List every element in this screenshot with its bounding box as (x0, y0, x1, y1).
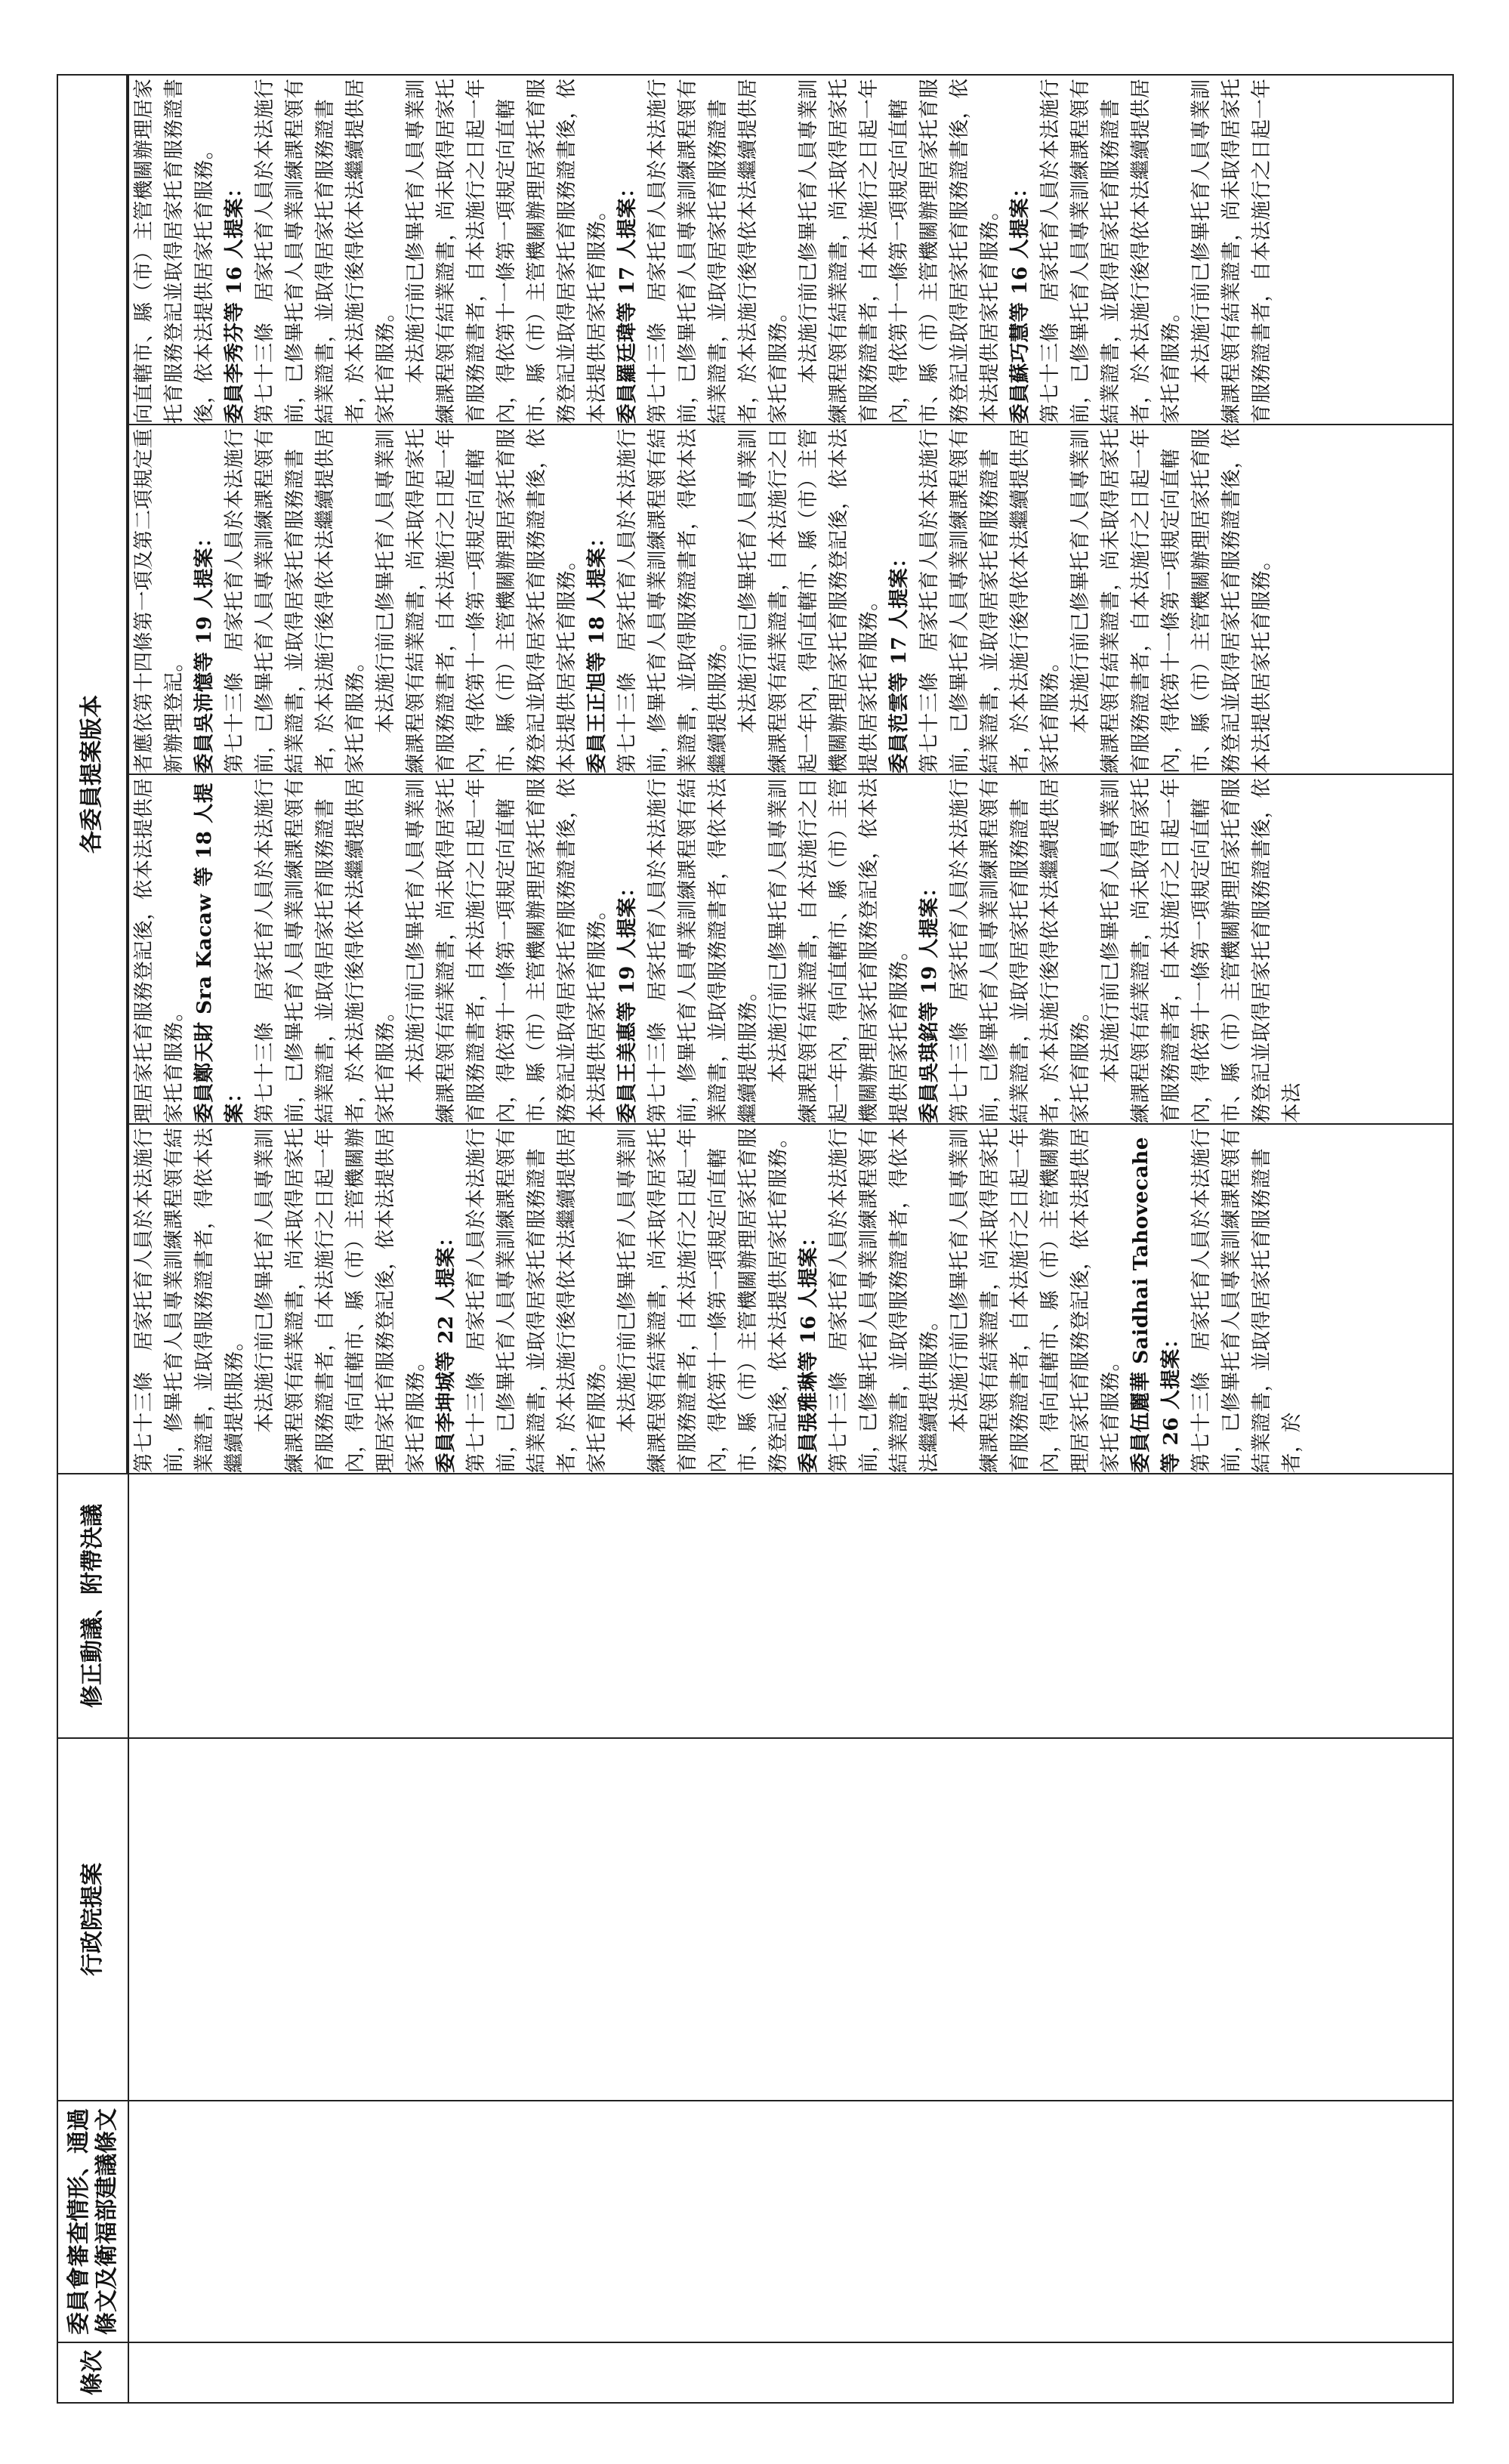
legislator-column-1 (128, 1124, 1453, 1474)
article-paragraph: 本法施行前已修畢托育人員專業訓練課程領有結業證書，尚未取得居家托育服務證書者，自本法施行之日起一年內，得向直轄市、縣（市）主管機關辦理居家托育服務登記後，依本法提供居家托育服務。 (253, 1127, 427, 1473)
executive-proposal-cell (128, 1738, 1453, 2101)
article-paragraph: 第七十三條 居家托育人員於本法施行前，已修畢托育人員專業訓練課程領有結業證書，並取得居家托育服務證書者，於本法施行後得依本法繼續提供居家托育服務。 (223, 428, 367, 773)
article-paragraph: 第七十三條 居家托育人員於本法施行前，已修畢托育人員專業訓練課程領有結業證書，並取得居家托育服務證書者，於本法施行後得依本法繼續提供居家托育服務。 (253, 777, 397, 1123)
article-paragraph: 本法施行前已修畢托育人員專業訓練課程領有結業證書，尚未取得居家托育服務證書者，自本法施行之日起一年內，得向直轄市、縣（市）主管機關辦理居家托育服務登記後，依本法提供居家托育服務。 (948, 1127, 1122, 1473)
article-paragraph: 者應依第十四條第一項及第二項規定重新辦理登記。 (132, 428, 186, 773)
article-paragraph: 第七十三條 居家托育人員於本法施行前，修畢托育人員專業訓練課程領有結業證書，並取得服務證書者，得依本法繼續提供服務。 (132, 1127, 246, 1473)
article-paragraph: 第七十三條 居家托育人員於本法施行前，已修畢托育人員專業訓練課程領有結業證書，並取得居家托育服務證書者，於本法施行後得依本法繼續提供居家托育服務。 (253, 78, 397, 424)
proposer-heading: 委員吳琪銘等 19 人提案： (918, 877, 941, 1123)
article-paragraph: 第七十三條 居家托育人員於本法施行前，修畢托育人員專業訓練課程領有結業證書，並取得服務證書者，得依本法繼續提供服務。 (646, 777, 760, 1123)
proposer-heading: 委員王正旭等 18 人提案： (585, 527, 609, 773)
legislator-column-3 (128, 425, 1453, 774)
proposer-heading: 委員范雲等 17 人提案： (887, 547, 911, 773)
article-no-cell (128, 2342, 1453, 2403)
article-paragraph: 第七十三條 居家托育人員於本法施行前，已修畢托育人員專業訓練課程領有結業證書，並取得居家托育服務證書者，於本法施行後得依本法繼續提供居家托育服務。 (948, 777, 1092, 1123)
proposer-heading: 委員李坤城等 22 人提案： (434, 1227, 458, 1473)
article-paragraph: 本法施行前已修畢托育人員專業訓練課程領有結業證書，尚未取得居家托育服務證書者，自本法施行之日起一年內，得依第十一條第一項規定向直轄市、縣（市）主管機關辦理居家托育服務登記並取得居家托育服務證書後，依本法提供居家托育服務。 (1069, 428, 1273, 773)
header-amendment: 修正動議、附帶決議 (57, 1474, 128, 1738)
article-paragraph: 本法施行前已修畢托育人員專業訓練課程領有結業證書，自本法施行之日起一年內，得向直轄市、縣（市）主管機關辦理居家托育服務登記後，依本法提供居家托育服務。 (767, 777, 911, 1123)
article-paragraph: 第七十三條 居家托育人員於本法施行前，已修畢托育人員專業訓練課程領有結業證書，並取得服務證書者，得依本法繼續提供服務。 (827, 1127, 941, 1473)
article-paragraph: 本法施行前已修畢托育人員專業訓練課程領有結業證書，尚未取得居家托育服務證書者，自本法施行之日起一年 (1190, 78, 1273, 424)
article-paragraph: 第七十三條 居家托育人員於本法施行前，已修畢托育人員專業訓練課程領有結業證書，並取得居家托育服務證書者，於本法施行後得依本法繼續提供居家托育服務。 (646, 78, 790, 424)
proposer-heading: 委員鄭天財 Sra Kacaw 等 18 人提案： (193, 783, 246, 1123)
proposer-heading: 委員蘇巧慧等 16 人提案： (1008, 178, 1032, 424)
header-article-no: 條次 (57, 2342, 128, 2403)
article-paragraph: 本法施行前已修畢托育人員專業訓練課程領有結業證書，自本法施行之日起一年內，得向直轄市、縣（市）主管機關辦理居家托育服務登記後，依本法提供居家托育服務。 (736, 428, 881, 773)
article-paragraph: 向直轄市、縣（市）主管機關辦理居家托育服務登記並取得居家托育服務證書後，依本法提供居家托育服務。 (132, 78, 216, 424)
header-committee-result: 委員會審查情形、通過條文及衛福部建議條文 (57, 2101, 128, 2342)
article-paragraph: 第七十三條 居家托育人員於本法施行前，已修畢托育人員專業訓練課程領有結業證書，並取得居家托育服務證書者，於 (1190, 1127, 1304, 1473)
article-paragraph: 本法施行前已修畢托育人員專業訓練課程領有結業證書，尚未取得居家托育服務證書者，自本法施行之日起一年內，得依第十一條第一項規定向直轄市、縣（市）主管機關辦理居家托育服務登記後，依本法提供居家托育服務。 (616, 1127, 790, 1473)
article-paragraph: 本法施行前已修畢托育人員專業訓練課程領有結業證書，尚未取得居家托育服務證書者，自本法施行之日起一年內，得依第十一條第一項規定向直轄市、縣（市）主管機關辦理居家托育服務登記並取得居家托育服務證書後，依本法提供居家托育服務。 (404, 78, 609, 424)
proposer-heading: 委員伍麗華 Saidhai Tahovecahe 等 26 人提案： (1129, 1137, 1183, 1473)
header-legislator-proposals: 各委員提案版本 (57, 75, 127, 1474)
header-executive-proposal: 行政院提案 (57, 1738, 128, 2101)
comparison-table (57, 74, 1454, 2404)
proposer-heading: 委員張雅琳等 16 人提案： (797, 1227, 820, 1473)
article-paragraph: 第七十三條 居家托育人員於本法施行前，已修畢托育人員專業訓練課程領有結業證書，並取得居家托育服務證書者，於本法施行後得依本法繼續提供居家托育服務。 (1038, 78, 1183, 424)
article-paragraph: 本法施行前已修畢托育人員專業訓練課程領有結業證書，尚未取得居家托育服務證書者，自本法施行之日起一年內，得依第十一條第一項規定向直轄市、縣（市）主管機關辦理居家托育服務登記並取得居家托育服務證書後，依本法提供居家托育服務。 (374, 428, 579, 773)
amendment-cell (128, 1474, 1453, 1738)
committee-result-cell (128, 2101, 1453, 2342)
article-paragraph: 第七十三條 居家托育人員於本法施行前，已修畢托育人員專業訓練課程領有結業證書，並取得居家托育服務證書者，於本法施行後得依本法繼續提供居家托育服務。 (464, 1127, 609, 1473)
article-paragraph: 本法施行前已修畢托育人員專業訓練課程領有結業證書，尚未取得居家托育服務證書者，自本法施行之日起一年內，得依第十一條第一項規定向直轄市、縣（市）主管機關辦理居家托育服務登記並取得居家托育服務證書後，依本法提供居家托育服務。 (404, 777, 609, 1123)
article-paragraph: 第七十三條 居家托育人員於本法施行前，修畢托育人員專業訓練課程領有結業證書，並取得服務證書者，得依本法繼續提供服務。 (616, 428, 730, 773)
legislator-column-4 (128, 75, 1453, 425)
article-paragraph: 本法施行前已修畢托育人員專業訓練課程領有結業證書，尚未取得居家托育服務證書者，自本法施行之日起一年內，得依第十一條第一項規定向直轄市、縣（市）主管機關辦理居家托育服務登記並取得居家托育服務證書後，依本法提供居家托育服務。 (797, 78, 1001, 424)
legislator-column-2 (128, 774, 1453, 1124)
article-paragraph: 理居家托育服務登記後，依本法提供居家托育服務。 (132, 777, 186, 1123)
proposer-heading: 委員吳沛憶等 19 人提案： (193, 527, 216, 773)
article-paragraph: 本法施行前已修畢托育人員專業訓練課程領有結業證書，尚未取得居家托育服務證書者，自本法施行之日起一年內，得依第十一條第一項規定向直轄市、縣（市）主管機關辦理居家托育服務登記並取得居家托育服務證書後，依本法 (1099, 777, 1304, 1123)
proposer-heading: 委員王美惠等 19 人提案： (616, 877, 639, 1123)
article-paragraph: 第七十三條 居家托育人員於本法施行前，已修畢托育人員專業訓練課程領有結業證書，並取得居家托育服務證書者，於本法施行後得依本法繼續提供居家托育服務。 (918, 428, 1062, 773)
proposer-heading: 委員李秀芬等 16 人提案： (223, 178, 246, 424)
proposer-heading: 委員羅廷瑋等 17 人提案： (616, 178, 639, 424)
